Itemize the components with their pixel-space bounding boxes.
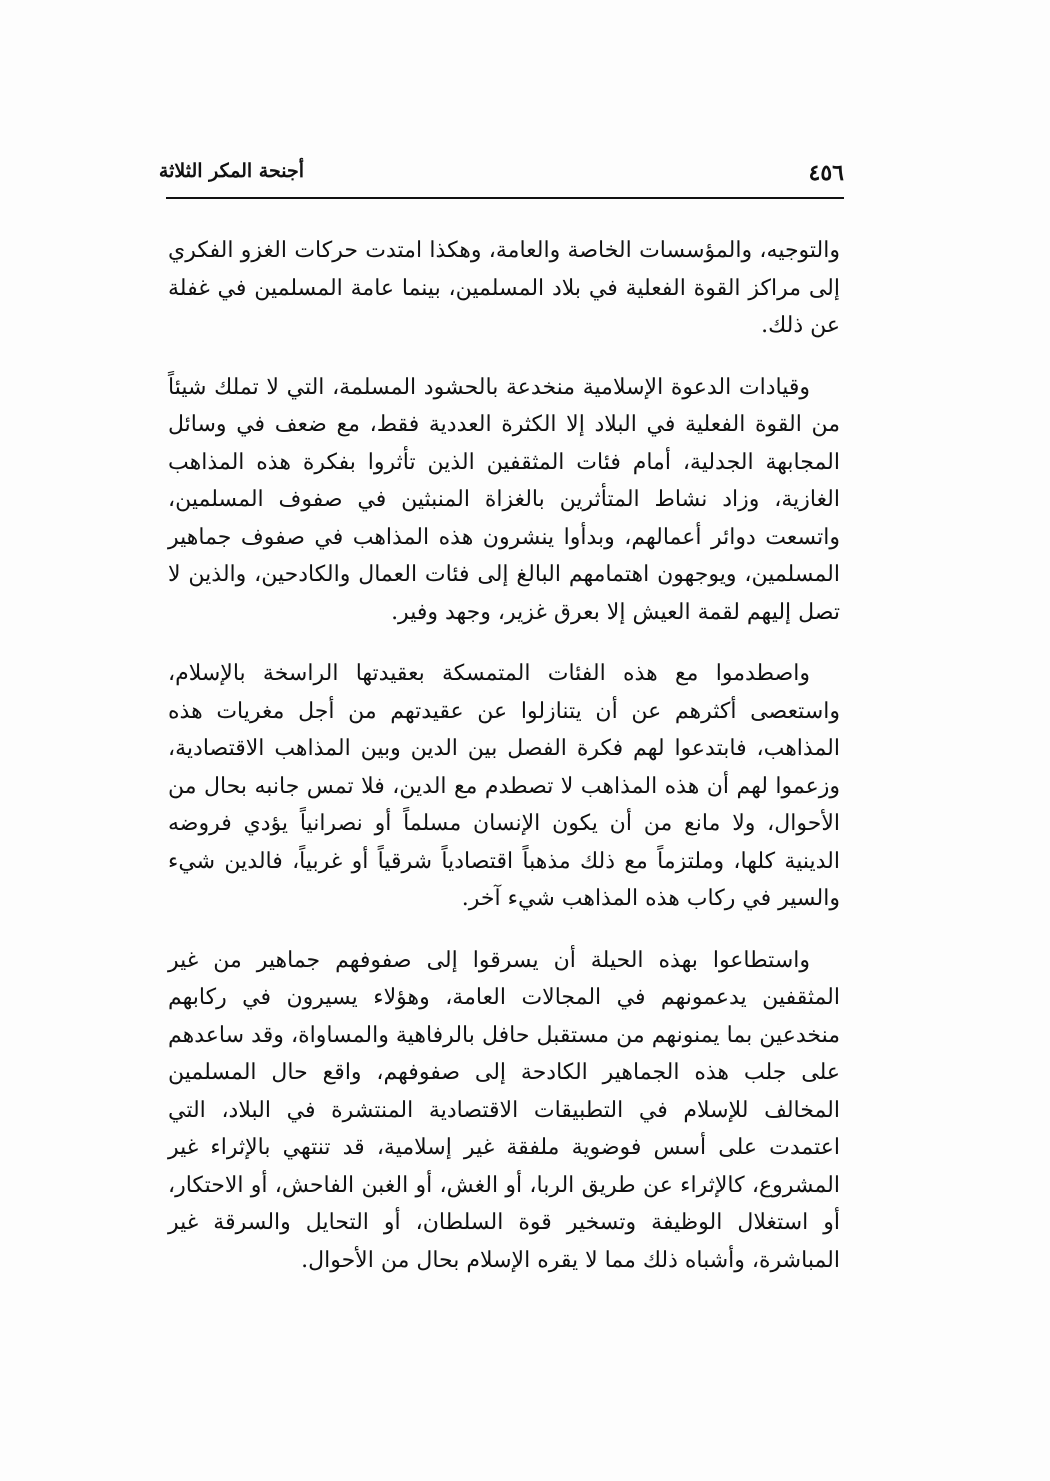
paragraph-3: واصطدموا مع هذه الفئات المتمسكة بعقيدتها الراسخة بالإسلام، واستعصى أكثرهم عن أن يتنازلوا عن عقيدتهم من أجل مغريات هذه المذاهب، فابتدعوا لهم فكرة الفصل بين الدين وبين المذاهب الاقتصادية، وزعموا لهم أن هذه المذاهب لا تصطدم مع الدين، فلا تمس جانبه بحال من الأحوال، ولا مانع من أن يكون الإنسان مسلماً أو نصرانياً يؤدي فروضه الدينية كلها، وملتزماً مع ذلك مذهباً اقتصادياً شرقياً أو غربياً، فالدين شيء والسير في ركاب هذه المذاهب شيء آخر.: [168, 661, 840, 911]
paragraph-4: واستطاعوا بهذه الحيلة أن يسرقوا إلى صفوفهم جماهير من غير المثقفين يدعمونهم في المجالات العامة، وهؤلاء يسيرون في ركابهم منخدعين بما يمنونهم من مستقبل حافل بالرفاهية والمساواة، وقد ساعدهم على جلب هذه الجماهير الكادحة إلى صفوفهم، واقع حال المسلمين المخالف للإسلام في التطبيقات الاقتصادية المنتشرة في البلاد، التي اعتمدت على أسس فوضوية ملفقة غير إسلامية، قد تنتهي بالإثراء غير المشروع، كالإثراء عن طريق الربا، أو الغش، أو الغبن الفاحش، أو الاحتكار، أو استغلال الوظيفة وتسخير قوة السلطان، أو التحايل والسرقة غير المباشرة، وأشباه ذلك مما لا يقره الإسلام بحال من الأحوال.: [168, 947, 840, 1273]
body-text: [168, 232, 840, 1303]
paragraph-2: وقيادات الدعوة الإسلامية منخدعة بالحشود المسلمة، التي لا تملك شيئاً من القوة الفعلية في البلاد إلا الكثرة العددية فقط، مع ضعف في وسائل المجابهة الجدلية، أمام فئات المثقفين الذين تأثروا بفكرة هذه المذاهب الغازية، وزاد نشاط المتأثرين بالغزاة المنبثين في صفوف المسلمين، واتسعت دوائر أعمالهم، وبدأوا ينشرون هذه المذاهب في صفوف جماهير المسلمين، ويوجهون اهتمامهم البالغ إلى فئات العمال والكادحين، والذين لا تصل إليهم لقمة العيش إلا بعرق غزير، وجهد وفير.: [168, 374, 840, 625]
paragraph-1: والتوجيه، والمؤسسات الخاصة والعامة، وهكذا امتدت حركات الغزو الفكري إلى مراكز القوة الفعلية في بلاد المسلمين، بينما عامة المسلمين في غفلة عن ذلك.: [168, 238, 840, 338]
page-header: [158, 158, 844, 198]
page-number: ٤٥٦: [808, 160, 844, 186]
running-title: أجنحة المكر الثلاثة: [158, 160, 304, 182]
header-divider: [166, 197, 844, 199]
